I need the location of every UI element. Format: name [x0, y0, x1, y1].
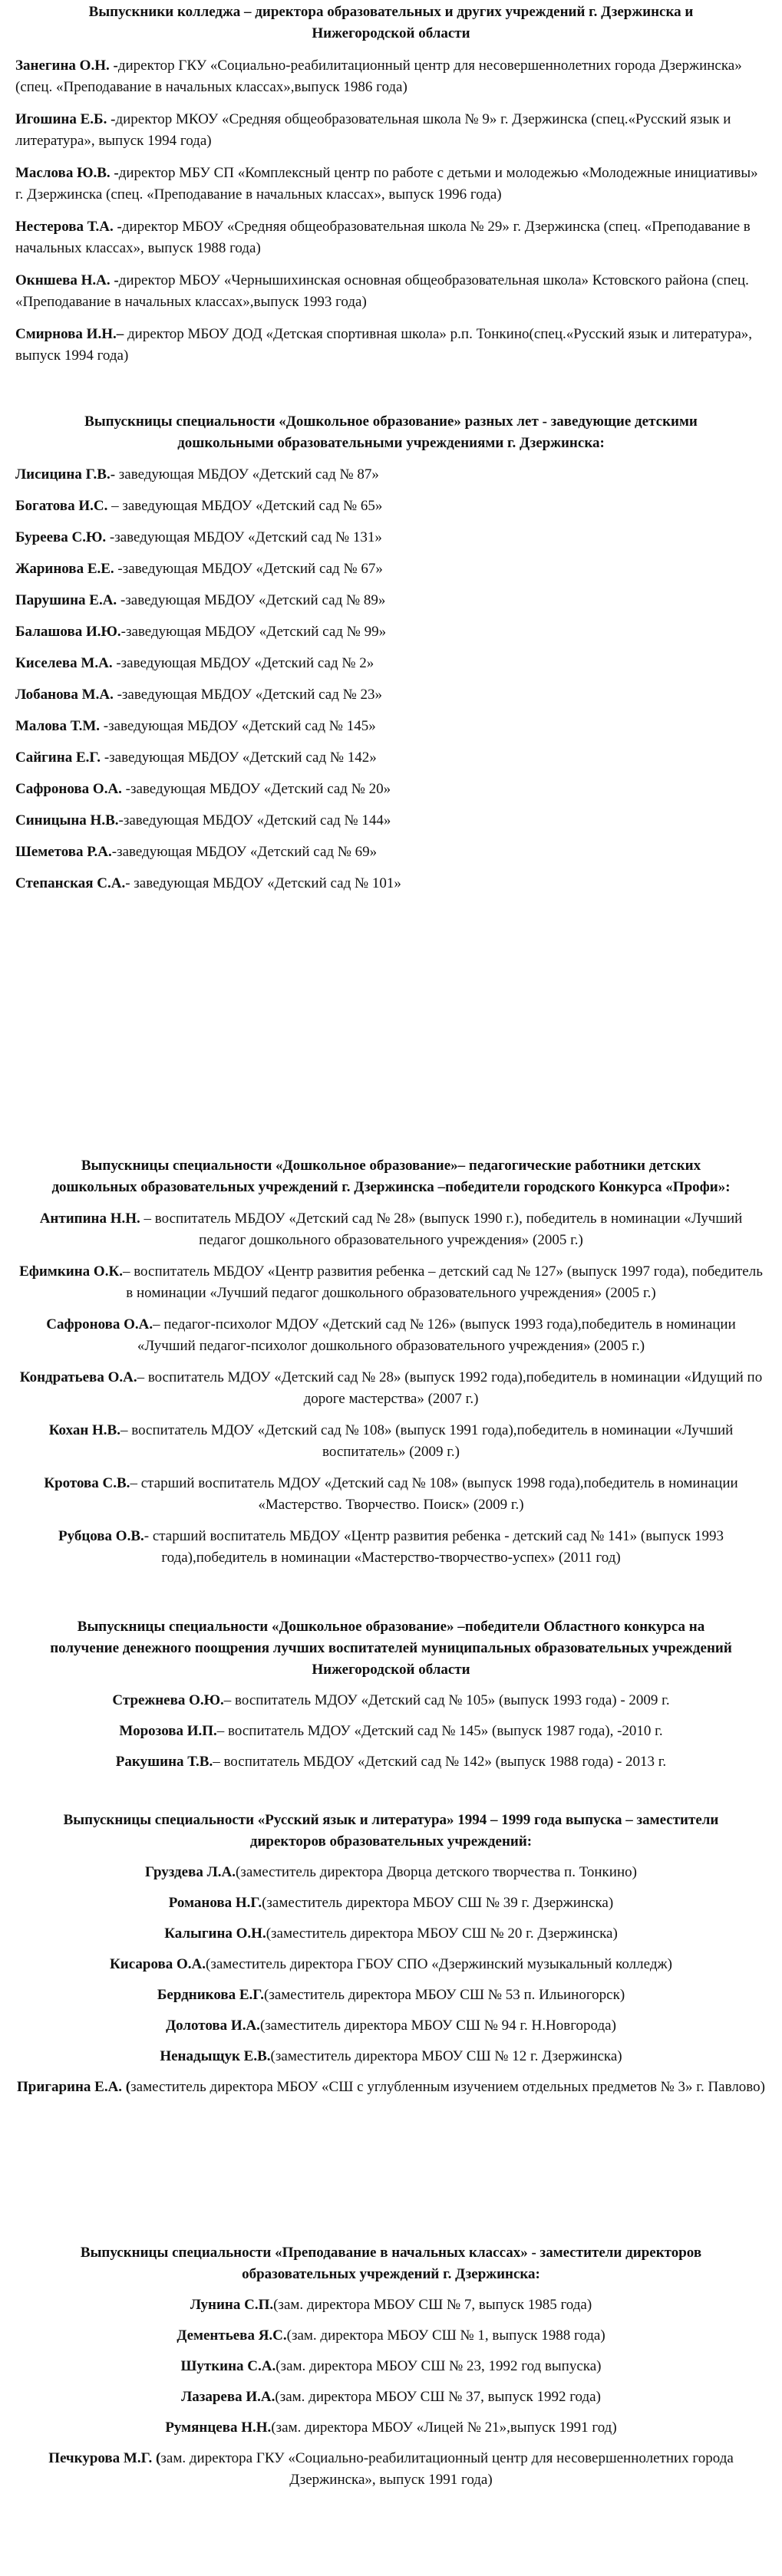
list-item	[15, 270, 767, 313]
list-item	[15, 558, 767, 580]
person-name: Парушина Е.А.	[15, 592, 117, 608]
person-description: -заведующая МБДОУ «Детский сад № 20»	[121, 781, 391, 797]
list-item	[15, 1954, 767, 1975]
person-name: Сафронова О.А.	[15, 781, 122, 797]
person-description: заведующая МБДОУ «Детский сад № 87»	[115, 466, 379, 483]
list-item	[15, 527, 767, 548]
list-item	[15, 2294, 767, 2316]
person-name: Занегина О.Н. -	[15, 58, 118, 74]
person-description: -заведующая МБДОУ «Детский сад № 131»	[106, 529, 382, 545]
person-description: (заместитель директора МБОУ СШ № 12 г. Дзержинска)	[270, 2048, 622, 2064]
person-name: Ненадыщук Е.В.	[160, 2048, 271, 2064]
person-description: -заведующая МБДОУ «Детский сад № 67»	[114, 561, 383, 577]
person-description: – воспитатель МДОУ «Детский сад № 28» (выпуск 1992 года),победитель в номинации «Идущий по дороге мастерства» (2007 г.)	[137, 1369, 763, 1407]
list-item	[15, 590, 767, 611]
person-name: Сафронова О.А.	[46, 1316, 153, 1332]
person-name: Долотова И.А.	[166, 2018, 260, 2034]
person-description: - старший воспитатель МБДОУ «Центр развития ребенка - детский сад № 141» (выпуск 1993 года),победитель в номинации «Мастерство-творчество-успех» (2011 год)	[144, 1528, 724, 1566]
list-item	[15, 1420, 767, 1463]
person-description: – воспитатель МБДОУ «Детский сад № 28» (выпуск 1990 г.), победитель в номинации «Лучший педагог дошкольного образовательного учреждения» (2005 г.)	[140, 1211, 743, 1248]
list-item	[15, 1923, 767, 1945]
person-description: -заведующая МБДОУ «Детский сад № 2»	[112, 655, 375, 671]
person-name: Богатова И.С.	[15, 498, 108, 514]
list-item	[15, 2077, 767, 2098]
list-item	[15, 1314, 767, 1357]
person-description: директор МБОУ ДОД «Детская спортивная школа» р.п. Тонкино(спец.«Русский язык и литература», выпуск 1994 года)	[15, 326, 752, 364]
person-description: директор МКОУ «Средняя общеобразовательная школа № 9» г. Дзержинска (спец.«Русский язык и литература», выпуск 1994 года)	[15, 111, 731, 149]
list-item	[15, 1721, 767, 1742]
person-name: Кондратьева О.А.	[19, 1369, 137, 1385]
person-name: Кохан Н.В.	[48, 1422, 120, 1438]
person-description: -заведующая МБДОУ «Детский сад № 145»	[100, 718, 376, 734]
person-description: – педагог-психолог МДОУ «Детский сад № 126» (выпуск 1993 года),победитель в номинации «Лучший педагог-психолог дошкольного образовательного учреждения» (2005 г.)	[137, 1316, 736, 1354]
section-heading: Выпускницы специальности «Преподавание в начальных классах» - заместители директоров образовательных учреждений г. Дзержинска:	[80, 2245, 702, 2282]
section-profi-winners	[15, 1155, 767, 1569]
person-description: (заместитель директора МБОУ СШ № 94 г. Н.Новгорода)	[259, 2018, 616, 2034]
list-item	[15, 873, 767, 894]
person-description: – воспитатель МДОУ «Детский сад № 145» (выпуск 1987 года), -2010 г.	[216, 1723, 663, 1739]
person-name: Маслова Ю.В. -	[15, 165, 119, 181]
list-item	[15, 716, 767, 737]
person-description: – воспитатель МБДОУ «Центр развития ребенка – детский сад № 127» (выпуск 1997 года), победитель в номинации «Лучший педагог дошкольного образовательного учреждения» (2005 г.)	[122, 1263, 763, 1301]
person-description: (заместитель директора МБОУ СШ № 20 г. Дзержинска)	[266, 1925, 618, 1942]
person-description: директор МБОУ «Чернышихинская основная общеобразовательная школа» Кстовского района (спец. «Преподавание в начальных классах»,выпуск 1993 года)	[15, 272, 749, 310]
person-description: – заведующая МБДОУ «Детский сад № 65»	[107, 498, 383, 514]
person-name: Пригарина Е.А. (	[17, 2079, 131, 2095]
person-description: (зам. директора МБОУ «Лицей № 21»,выпуск 1991 год)	[271, 2420, 617, 2436]
person-name: Калыгина О.Н.	[164, 1925, 266, 1942]
list-item	[15, 1985, 767, 2006]
person-name: Нестерова Т.А. -	[15, 219, 122, 235]
person-name: Синицына Н.В.	[15, 812, 119, 828]
person-description: – воспитатель МДОУ «Детский сад № 108» (выпуск 1991 года),победитель в номинации «Лучший воспитатель» (2009 г.)	[120, 1422, 734, 1460]
list-item	[15, 1862, 767, 1883]
person-description: – воспитатель МДОУ «Детский сад № 105» (выпуск 1993 года) - 2009 г.	[223, 1692, 670, 1708]
person-description: (заместитель директора ГБОУ СПО «Дзержинский музыкальный колледж)	[206, 1956, 672, 1972]
entry-list	[15, 55, 767, 367]
entry-list	[15, 464, 767, 894]
section-heading: Выпускники колледжа – директора образовательных и других учреждений г. Дзержинска и Нижегородской области	[88, 4, 694, 41]
list-item	[15, 216, 767, 259]
person-name: Буреева С.Ю.	[15, 529, 107, 545]
person-name: Стрежнева О.Ю.	[112, 1692, 224, 1708]
list-item	[15, 779, 767, 800]
person-description: -заведующая МБДОУ «Детский сад № 23»	[113, 687, 383, 703]
person-description: (заместитель директора МБОУ СШ № 53 п. Ильиногорск)	[264, 1987, 625, 2003]
person-name: Смирнова И.Н.–	[15, 326, 124, 342]
person-name: Шуткина С.А.	[180, 2358, 276, 2374]
entry-list	[15, 1208, 767, 1569]
person-name: Романова Н.Г.	[168, 1895, 262, 1911]
person-name: Румянцева Н.Н.	[165, 2420, 272, 2436]
list-item	[15, 2417, 767, 2439]
person-description: - заведующая МБДОУ «Детский сад № 101»	[125, 875, 401, 891]
person-name: Кисарова О.А.	[110, 1956, 206, 1972]
section-heading: Выпускницы специальности «Дошкольное образование»– педагогические работники детских дошкольных образовательных учреждений г. Дзержинска –победители городского Конкурса «Профи»:	[51, 1158, 731, 1195]
list-item	[15, 1367, 767, 1410]
person-name: Груздева Л.А.	[145, 1864, 236, 1880]
person-name: Кротова С.В.	[44, 1475, 130, 1491]
person-name: Антипина Н.Н.	[39, 1211, 140, 1227]
section-regional-winners	[15, 1616, 767, 1773]
section-heading: Выпускницы специальности «Дошкольное образование» –победители Областного конкурса на получение денежного поощрения лучших воспитателей муниципальных образовательных учреждений Нижегородской области	[50, 1619, 732, 1678]
person-description: заместитель директора МБОУ «СШ с углубленным изучением отдельных предметов № 3» г. Павлово)	[130, 2079, 765, 2095]
person-name: Бердникова Е.Г.	[157, 1987, 264, 2003]
list-item	[15, 324, 767, 367]
person-description: директор МБУ СП «Комплексный центр по работе с детьми и молодежью «Молодежные инициативы» г. Дзержинска (спец. «Преподавание в начальных классах», выпуск 1996 года)	[15, 165, 758, 203]
person-description: директор МБОУ «Средняя общеобразовательная школа № 29» г. Дзержинска (спец. «Преподавание в начальных классах», выпуск 1988 года)	[15, 219, 751, 256]
person-name: Игошина Е.Б. -	[15, 111, 116, 127]
person-description: (зам. директора МБОУ СШ № 1, выпуск 1988 года)	[286, 2327, 605, 2344]
person-name: Малова Т.М.	[15, 718, 101, 734]
person-name: Жаринова Е.Е.	[15, 561, 114, 577]
section-college-directors	[15, 2, 767, 367]
list-item	[15, 621, 767, 643]
person-name: Печкурова М.Г. (	[48, 2450, 161, 2466]
person-name: Балашова И.Ю.	[15, 624, 121, 640]
list-item	[15, 842, 767, 863]
person-name: Лазарева И.А.	[181, 2389, 276, 2405]
list-item	[15, 1261, 767, 1304]
list-item	[15, 1892, 767, 1914]
list-item	[15, 1690, 767, 1711]
list-item	[15, 1526, 767, 1569]
entry-list	[15, 1862, 767, 2098]
list-item	[15, 464, 767, 486]
list-item	[15, 2448, 767, 2491]
person-name: Шеметова Р.А.	[15, 844, 112, 860]
person-name: Сайгина Е.Г.	[15, 749, 101, 766]
list-item	[15, 810, 767, 832]
person-name: Рубцова О.В.	[58, 1528, 144, 1544]
list-item	[15, 2046, 767, 2067]
list-item	[15, 163, 767, 206]
person-description: директор ГКУ «Социально-реабилитационный центр для несовершеннолетних города Дзержинска» (спец. «Преподавание в начальных классах»,выпуск 1986 года)	[15, 58, 742, 95]
person-description: -заведующая МБДОУ «Детский сад № 69»	[111, 844, 378, 860]
list-item	[15, 109, 767, 152]
person-name: Лисицина Г.В.-	[15, 466, 116, 483]
person-name: Дементьева Я.С.	[177, 2327, 287, 2344]
list-item	[15, 55, 767, 98]
person-description: зам. директора ГКУ «Социально-реабилитационный центр для несовершеннолетних города Дзержинска», выпуск 1991 года)	[160, 2450, 734, 2488]
person-description: (зам. директора МБОУ СШ № 23, 1992 год выпуска)	[276, 2358, 602, 2374]
person-name: Киселева М.А.	[15, 655, 113, 671]
section-primary-deputies	[15, 2242, 767, 2491]
person-description: (зам. директора МБОУ СШ № 37, выпуск 1992 года)	[275, 2389, 601, 2405]
list-item	[15, 684, 767, 706]
person-description: – старший воспитатель МДОУ «Детский сад № 108» (выпуск 1998 года),победитель в номинации «Мастерство. Творчество. Поиск» (2009 г.)	[130, 1475, 738, 1513]
person-name: Ефимкина О.К.	[19, 1263, 123, 1280]
list-item	[15, 653, 767, 674]
list-item	[15, 496, 767, 517]
section-heading: Выпускницы специальности «Дошкольное образование» разных лет - заведующие детскими дошкольными образовательными учреждениями г. Дзержинска:	[84, 413, 698, 451]
list-item	[15, 2356, 767, 2377]
person-description: (зам. директора МБОУ СШ № 7, выпуск 1985 года)	[273, 2297, 592, 2313]
person-description: -заведующая МБДОУ «Детский сад № 89»	[117, 592, 386, 608]
section-kindergarten-heads	[15, 411, 767, 894]
person-description: -заведующая МБДОУ «Детский сад № 99»	[120, 624, 387, 640]
list-item	[15, 2387, 767, 2408]
person-name: Морозова И.П.	[119, 1723, 217, 1739]
person-description: – воспитатель МБДОУ «Детский сад № 142» (выпуск 1988 года) - 2013 г.	[213, 1754, 667, 1770]
list-item	[15, 2325, 767, 2347]
person-name: Окншева Н.А. -	[15, 272, 119, 288]
list-item	[15, 2015, 767, 2037]
list-item	[15, 747, 767, 769]
section-heading: Выпускницы специальности «Русский язык и литература» 1994 – 1999 года выпуска – заместители директоров образовательных учреждений:	[63, 1812, 719, 1850]
person-name: Ракушина Т.В.	[115, 1754, 213, 1770]
entry-list	[15, 2294, 767, 2491]
person-name: Степанская С.А.	[15, 875, 126, 891]
entry-list	[15, 1690, 767, 1773]
person-description: -заведующая МБДОУ «Детский сад № 142»	[101, 749, 377, 766]
person-name: Лунина С.П.	[190, 2297, 274, 2313]
person-description: -заведующая МБДОУ «Детский сад № 144»	[118, 812, 391, 828]
list-item	[15, 1751, 767, 1773]
list-item	[15, 1473, 767, 1516]
person-name: Лобанова М.А.	[15, 687, 114, 703]
list-item	[15, 1208, 767, 1251]
person-description: (заместитель директора Дворца детского творчества п. Тонкино)	[235, 1864, 637, 1880]
section-russian-deputies	[15, 1810, 767, 2098]
person-description: (заместитель директора МБОУ СШ № 39 г. Дзержинска)	[262, 1895, 614, 1911]
